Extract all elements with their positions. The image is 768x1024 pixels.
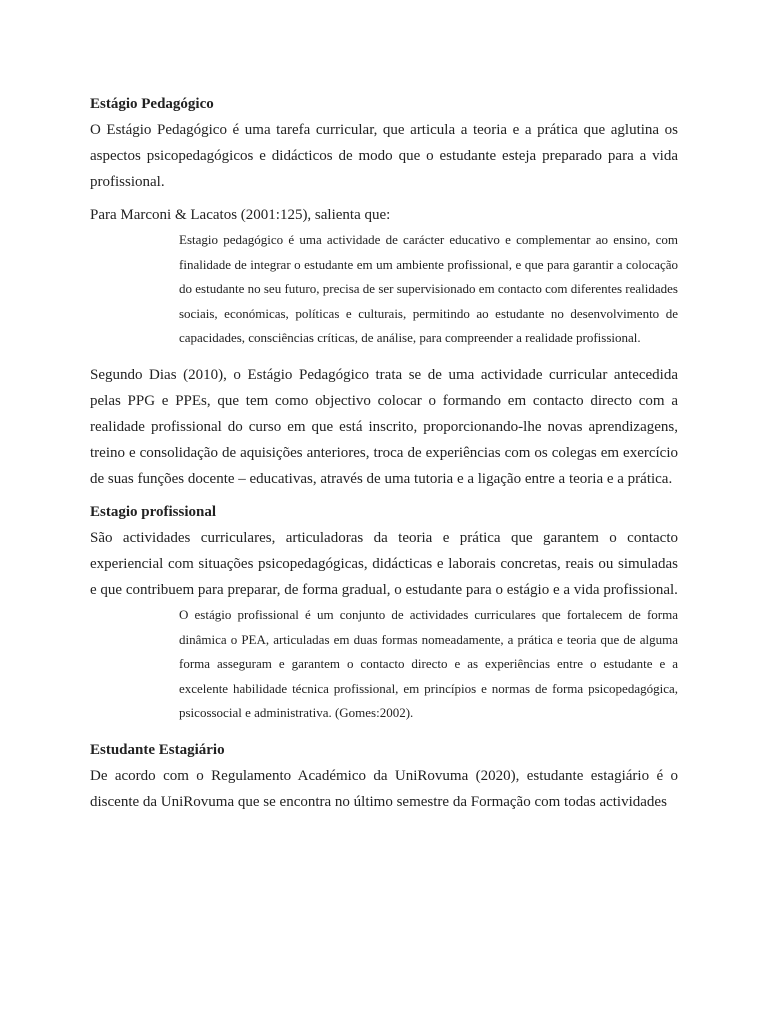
heading-estagio-profissional: Estagio profissional	[90, 503, 216, 520]
heading-estudante-estagiario: Estudante Estagiário	[90, 741, 225, 758]
block-quote-marconi: Estagio pedagógico é uma actividade de carácter educativo e complementar ao ensino, com finalidade de integrar o estudante em um ambiente profissional, e que para garantir a colocação do estudante no seu futuro, precisa de ser supervisionado em contacto com diferentes realidades sociais, económicas, políticas e culturais, permitindo ao estudante no desenvolvimento de capacidades, consciências críticas, de análise, para compreender a realidade profissional.	[179, 232, 678, 346]
paragraph-dias: Segundo Dias (2010), o Estágio Pedagógico trata se de uma actividade curricular antecedida pelas PPG e PPEs, que tem como objectivo colocar o formando em contacto directo com a realidade profissional do curso em que está inscrito, proporcionando-lhe novas aprendizagens, treino e consolidação de aquisições anteriores, troca de experiências com os colegas em exercício de suas funções docente – educativas, através de uma tutoria e a ligação entre a teoria e a prática.	[90, 366, 678, 487]
paragraph-definition: O Estágio Pedagógico é uma tarefa curricular, que articula a teoria e a prática que aglutina os aspectos psicopedagógicos e didácticos de modo que o estudante esteja preparado para a vida profissional.	[90, 122, 678, 190]
block-quote-gomes: O estágio profissional é um conjunto de actividades curriculares que fortalecem de forma dinâmica o PEA, articuladas em duas formas nomeadamente, a prática e teoria que de alguma forma asseguram e garantem o contacto directo e as experiências entre o estudante e a excelente habilidade técnica profissional, em princípios e normas de forma psicopedagógica, psicossocial e administrativa. (Gomes:2002).	[179, 606, 678, 721]
paragraph-estudante: De acordo com o Regulamento Académico da UniRovuma (2020), estudante estagiário é o discente da UniRovuma que se encontra no último semestre da Formação com todas actividades	[90, 767, 678, 810]
paragraph-profissional: São actividades curriculares, articuladoras da teoria e prática que garantem o contacto experiencial com situações psicopedagógicas, didácticas e laborais concretas, reais ou simuladas e que contribuem para preparar, de forma gradual, o estudante para o estágio e a vida profissional.	[90, 529, 678, 598]
heading-estagio-pedagogico: Estágio Pedagógico	[90, 96, 214, 112]
paragraph-citation-intro: Para Marconi & Lacatos (2001:125), salienta que:	[90, 207, 391, 223]
